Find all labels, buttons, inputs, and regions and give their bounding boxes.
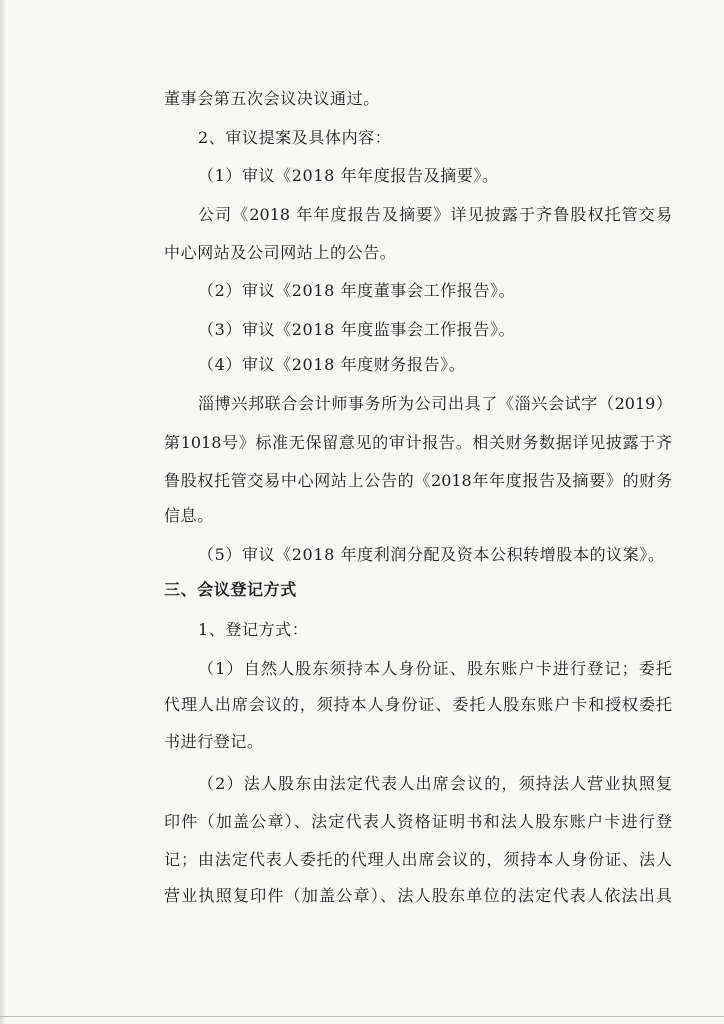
agenda-item: （5）审议《2018 年度利润分配及资本公积转增股本的议案》。 [198,545,665,564]
agenda-item: （1）审议《2018 年年度报告及摘要》。 [198,166,499,185]
paragraph-line: 董事会第五次会议决议通过。 [164,89,380,108]
agenda-item: （3）审议《2018 年度监事会工作报告》。 [198,320,516,339]
paragraph-line: 记；由法定代表人委托的代理人出席会议的，须持本人身份证、法人 [164,850,672,869]
paragraph-line: 鲁股权托管交易中心网站上公告的《2018年年度报告及摘要》的财务 [164,471,672,490]
agenda-item: （2）审议《2018 年度董事会工作报告》。 [198,281,516,300]
paragraph-line: 信息。 [164,506,214,525]
paragraph-line: 中心网站及公司网站上的公告。 [164,243,397,262]
section-heading: 三、会议登记方式 [164,580,297,599]
scan-edge-shadow [0,0,6,1024]
agenda-item: （4）审议《2018 年度财务报告》。 [198,355,466,374]
page-bottom-edge [0,1016,724,1017]
paragraph-line: 营业执照复印件（加盖公章）、法人股东单位的法定代表人依法出具 [164,886,672,905]
paragraph-line: 代理人出席会议的，须持本人身份证、委托人股东账户卡和授权委托 [164,695,672,714]
subsection-heading: 1、登记方式： [198,620,309,639]
paragraph-line: 第1018号》标准无保留意见的审计报告。相关财务数据详见披露于齐 [164,433,672,452]
paragraph-line: 公司《2018 年年度报告及摘要》详见披露于齐鲁股权托管交易 [198,205,672,224]
paragraph-line: 印件（加盖公章）、法定代表人资格证明书和法人股东账户卡进行登 [164,812,672,831]
paragraph-line: 书进行登记。 [164,732,264,751]
paragraph-line: （1）自然人股东须持本人身份证、股东账户卡进行登记；委托 [198,659,672,678]
paragraph-line: 淄博兴邦联合会计师事务所为公司出具了《淄兴会试字（2019） [198,394,672,413]
section-item-heading: 2、审议提案及具体内容： [198,128,392,147]
paragraph-line: （2）法人股东由法定代表人出席会议的，须持法人营业执照复 [198,774,672,793]
